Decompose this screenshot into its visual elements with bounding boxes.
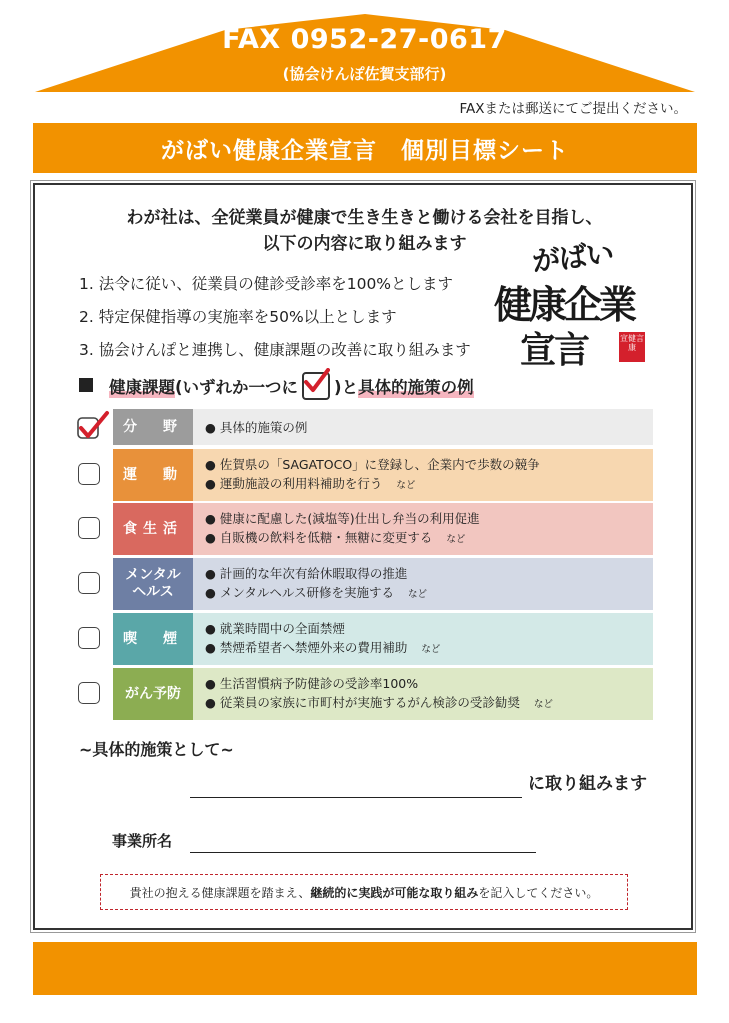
category-examples (193, 503, 653, 555)
torikumi-label: に取り組みます (528, 774, 647, 794)
nado-label: など (408, 589, 428, 600)
example-line (205, 583, 653, 604)
table-row (113, 668, 653, 720)
section-bullet (79, 378, 93, 392)
note-text: を記入してください。 (478, 885, 599, 900)
example-line (205, 693, 653, 714)
example-text: ● 健康に配慮した(減塩等)仕出し弁当の利用促進 (205, 511, 480, 526)
table-row (113, 613, 653, 665)
example-text: ● 運動施設の利用料補助を行う (205, 476, 383, 491)
example-text: ● 具体的施策の例 (205, 419, 308, 435)
example-line (205, 418, 653, 437)
category-label: 喫 煙 (113, 613, 193, 665)
nado-label: など (446, 534, 466, 545)
logo-stamp: 宣健言康 (619, 332, 645, 362)
office-name-input-line[interactable] (190, 852, 536, 853)
example-text: ● 従業員の家族に市町村が実施するがん検診の受診勧奨 (205, 695, 520, 710)
example-text: ● 計画的な年次有給休暇取得の推進 (205, 566, 408, 581)
nado-label: など (533, 699, 553, 710)
table-row (113, 558, 653, 610)
intro-line-2: 以下の内容に取り組みます (262, 234, 467, 254)
intro-line-1: わが社は、全従業員が健康で生き生きと働ける会社を目指し、 (126, 208, 603, 228)
table-row (113, 503, 653, 555)
footer-band (33, 942, 697, 995)
example-line (205, 674, 653, 693)
example-line (205, 619, 653, 638)
category-checkbox[interactable] (78, 627, 100, 649)
category-label: 食生活 (113, 503, 193, 555)
title-band (33, 123, 697, 173)
category-examples (193, 558, 653, 610)
category-checkbox[interactable] (78, 463, 100, 485)
section-heading-part: (いずれか一つに (175, 378, 299, 397)
example-text: ● 自販機の飲料を低糖・無糖に変更する (205, 530, 433, 545)
note-emphasis: 継続的に実践が可能な取り組み (310, 885, 479, 900)
nado-label: など (421, 644, 441, 655)
logo-text: 宣言 (520, 329, 589, 371)
checkmark-icon (76, 410, 110, 440)
example-text: ● 就業時間中の全面禁煙 (205, 621, 345, 636)
category-label: がん予防 (113, 668, 193, 720)
goal-1: 1. 法令に従い、従業員の健診受診率を100%とします (79, 275, 454, 293)
submit-note: FAXまたは郵送にてご提出ください。 (459, 101, 687, 117)
example-text: ● 佐賀県の「SAGATOCO」に登録し、企業内で歩数の競争 (205, 457, 540, 472)
example-line (205, 528, 653, 549)
nado-label: など (396, 480, 416, 491)
page-title: がばい健康企業宣言 個別目標シート (161, 137, 569, 164)
note-text: 貴社の抱える健康課題を踏まえ、 (129, 885, 311, 900)
fax-number: FAX 0952-27-0617 (222, 24, 507, 55)
specific-measures-label: ~具体的施策として~ (79, 740, 234, 759)
example-line (205, 455, 653, 474)
example-text: ● 生活習慣病予防健診の受診率100% (205, 676, 419, 691)
example-line (205, 509, 653, 528)
instruction-note (100, 874, 628, 910)
example-text: ● 禁煙希望者へ禁煙外来の費用補助 (205, 640, 408, 655)
measures-input-line[interactable] (190, 797, 522, 798)
category-label: メンタル ヘルス (113, 558, 193, 610)
goal-3: 3. 協会けんぽと連携し、健康課題の改善に取り組みます (79, 341, 471, 359)
check-sample-icon (302, 372, 330, 400)
fax-recipient: (協会けんぽ佐賀支部行) (282, 65, 447, 83)
category-examples (193, 613, 653, 665)
goal-2: 2. 特定保健指導の実施率を50%以上とします (79, 308, 397, 326)
example-line (205, 474, 653, 495)
logo-text: がばい (530, 236, 615, 279)
section-heading-part: 具体的施策の例 (358, 374, 474, 398)
category-examples (193, 668, 653, 720)
category-checkbox[interactable] (78, 572, 100, 594)
office-name-label: 事業所名 (112, 832, 173, 850)
category-examples (193, 449, 653, 501)
example-text: ● メンタルヘルス研修を実施する (205, 585, 395, 600)
category-label: 分 野 (113, 409, 193, 445)
table-row (113, 449, 653, 501)
section-heading-part: )と (334, 378, 359, 397)
example-line (205, 638, 653, 659)
logo-text: 健康企業 (494, 282, 635, 327)
table-row (113, 409, 653, 445)
example-line (205, 564, 653, 583)
section-heading-part: 健康課題 (109, 374, 175, 398)
gabai-logo (492, 236, 672, 376)
category-label: 運 動 (113, 449, 193, 501)
category-checkbox[interactable] (78, 517, 100, 539)
section-heading (109, 372, 474, 400)
category-examples (193, 409, 653, 445)
category-checkbox[interactable] (78, 682, 100, 704)
